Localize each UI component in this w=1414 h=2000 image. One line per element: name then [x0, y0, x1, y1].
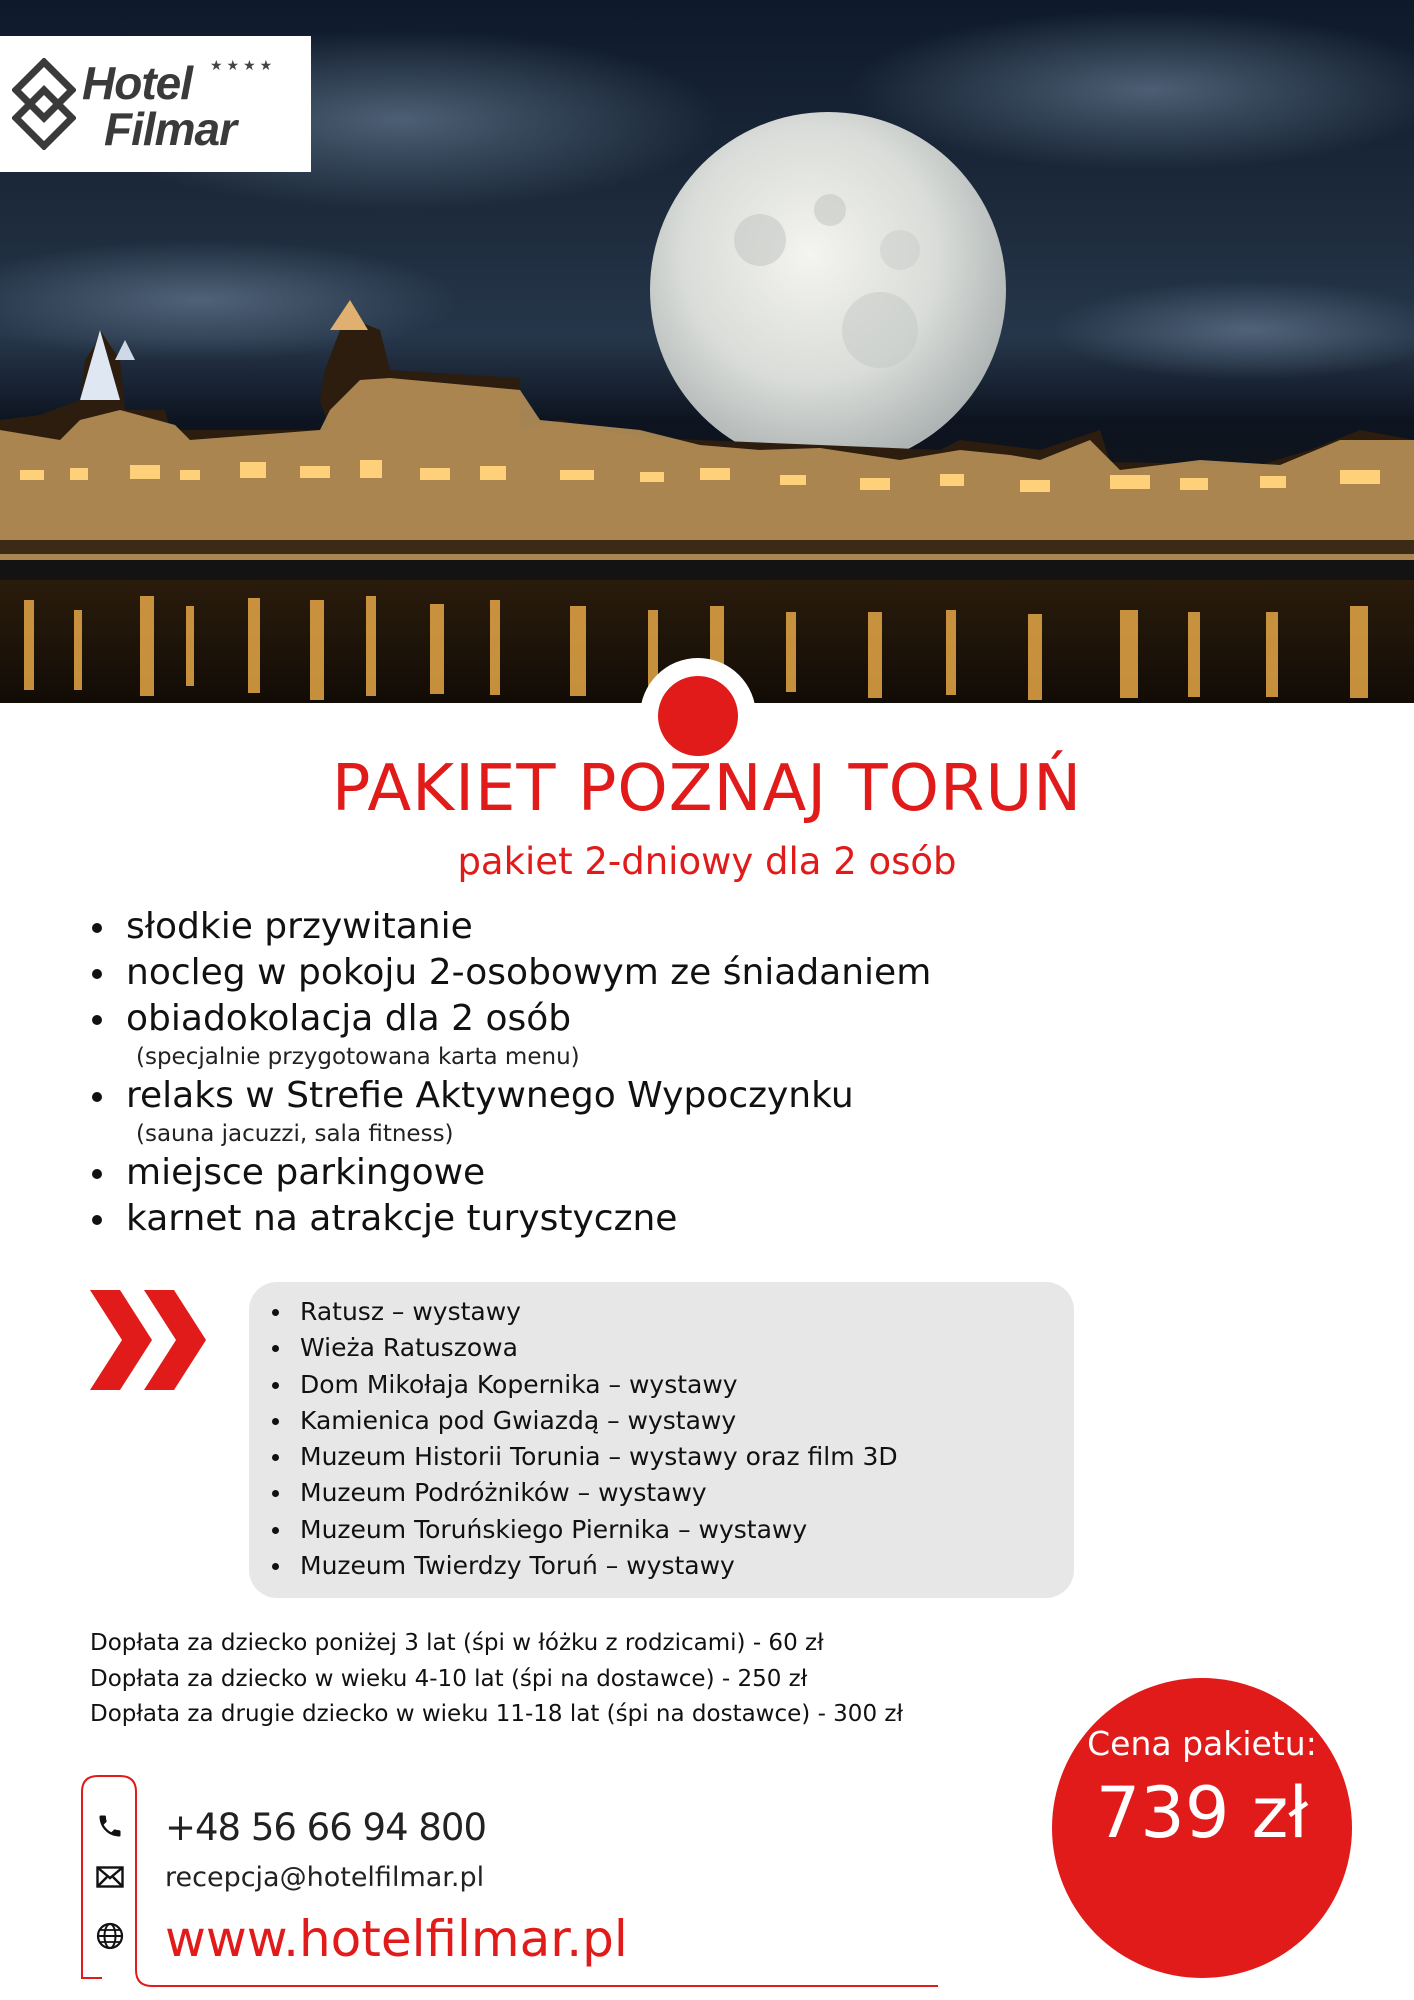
contact-website[interactable]: www.hotelfilmar.pl — [165, 1910, 628, 1968]
surcharge-line: Dopłata za drugie dziecko w wieku 11-18 lat (śpi na dostawce) - 300 zł — [90, 1701, 903, 1727]
list-item: Muzeum Toruńskiego Piernika – wystawy — [272, 1512, 898, 1548]
contact-email[interactable]: recepcja@hotelfilmar.pl — [165, 1862, 485, 1893]
surcharge-line: Dopłata za dziecko w wieku 4-10 lat (śpi na dostawce) - 250 zł — [90, 1665, 808, 1692]
logo-diamond-icon — [12, 58, 76, 150]
logo-word-hotel: Hotel — [82, 57, 192, 109]
list-item: obiadokolacja dla 2 osób (specjalnie przygotowana karta menu) — [88, 996, 931, 1073]
attractions-list — [272, 1294, 898, 1584]
list-item: Ratusz – wystawy — [272, 1294, 898, 1330]
list-item: miejsce parkingowe — [88, 1150, 931, 1196]
moon — [650, 112, 1006, 468]
price-label: Cena pakietu: — [1087, 1724, 1317, 1763]
list-item-note: (specjalnie przygotowana karta menu) — [136, 1044, 580, 1070]
package-items-list — [88, 904, 931, 1242]
logo-word-filmar: Filmar — [104, 103, 237, 155]
list-item-note: (sauna jacuzzi, sala fitness) — [136, 1121, 454, 1147]
globe-icon — [96, 1922, 124, 1950]
red-dot — [658, 676, 738, 756]
list-item: nocleg w pokoju 2-osobowym ze śniadaniem — [88, 950, 931, 996]
page-title: PAKIET POZNAJ TORUŃ — [331, 752, 1083, 826]
phone-icon — [96, 1812, 124, 1840]
page-subtitle: pakiet 2-dniowy dla 2 osób — [457, 840, 957, 883]
contact-phone[interactable]: +48 56 66 94 800 — [165, 1806, 486, 1849]
envelope-icon — [96, 1866, 124, 1888]
list-item: Muzeum Twierdzy Toruń – wystawy — [272, 1548, 898, 1584]
double-chevron-right-icon — [90, 1290, 208, 1390]
list-item: Muzeum Historii Torunia – wystawy oraz film 3D — [272, 1439, 898, 1475]
list-item: relaks w Strefie Aktywnego Wypoczynku (sauna jacuzzi, sala fitness) — [88, 1073, 931, 1150]
list-item: Dom Mikołaja Kopernika – wystawy — [272, 1367, 898, 1403]
list-item: Kamienica pod Gwiazdą – wystawy — [272, 1403, 898, 1439]
list-item: Muzeum Podróżników – wystawy — [272, 1475, 898, 1511]
surcharges — [90, 1626, 903, 1733]
surcharge-line: Dopłata za dziecko poniżej 3 lat (śpi w łóżku z rodzicami) - 60 zł — [90, 1630, 824, 1656]
price-badge — [1052, 1678, 1352, 1978]
list-item: karnet na atrakcje turystyczne — [88, 1196, 931, 1242]
list-item: słodkie przywitanie — [88, 904, 931, 950]
hotel-logo — [0, 36, 311, 172]
price-value: 739 zł — [1095, 1772, 1309, 1854]
logo-stars: ★★★★ — [210, 58, 277, 74]
list-item: Wieża Ratuszowa — [272, 1330, 898, 1366]
